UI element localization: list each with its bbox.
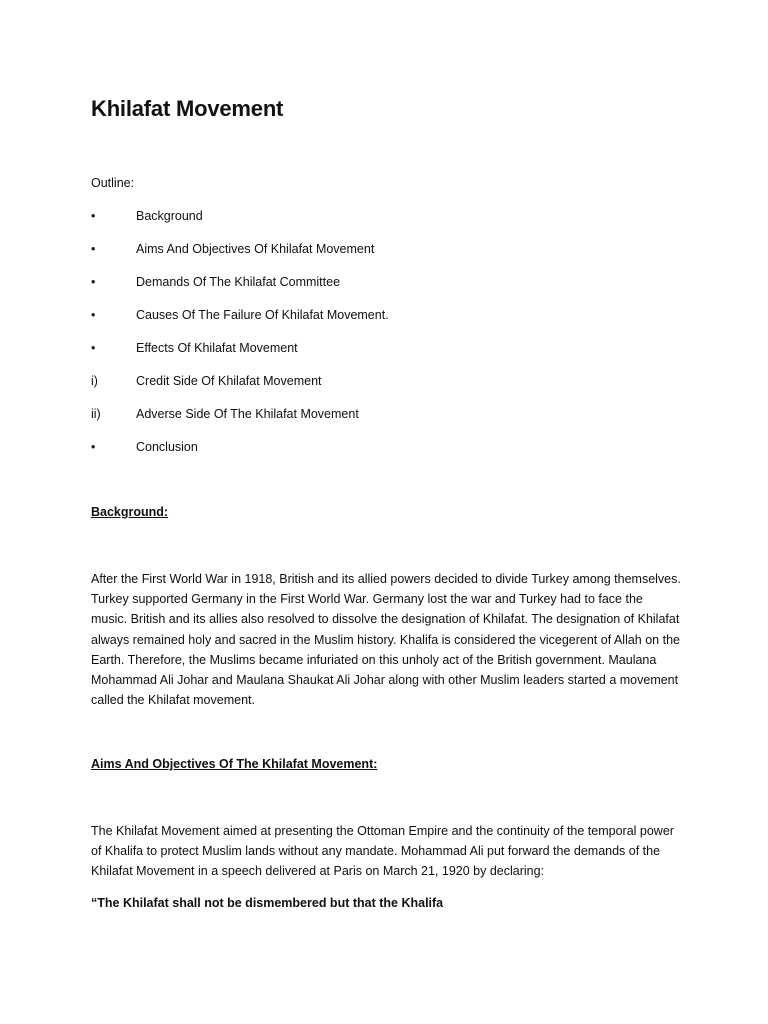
numbered-marker: i) — [91, 374, 98, 388]
numbered-marker: ii) — [91, 407, 101, 421]
outline-item-text: Causes Of The Failure Of Khilafat Movement. — [136, 308, 389, 322]
outline-item-text: Aims And Objectives Of Khilafat Movement — [136, 242, 375, 256]
background-heading: Background: — [91, 505, 169, 519]
bullet-marker: • — [91, 209, 96, 223]
quote-text: “The Khilafat shall not be dismembered but that the Khalifa — [91, 896, 444, 910]
background-paragraph: After the First World War in 1918, British and its allied powers decided to divide Turkey among themselves. Turkey supported Germany in the First World War. Germany lost the war and Turkey had to face the music. British and its allies also resolved to dissolve the designation of Khilafat. The designation of Khilafat always remained holy and sacred in the Muslim history. Khalifa is considered the vicegerent of Allah on the Earth. Therefore, the Muslims became infuriated on this unholy act of the British government. Maulana Mohammad Ali Johar and Maulana Shaukat Ali Johar along with other Muslim leaders started a movement called the Khilafat movement. — [91, 572, 681, 708]
outline-item-text: Demands Of The Khilafat Committee — [136, 275, 341, 289]
outline-label: Outline: — [91, 176, 135, 190]
outline-item-text: Background — [136, 209, 203, 223]
bullet-marker: • — [91, 308, 96, 322]
outline-item-text: Credit Side Of Khilafat Movement — [136, 374, 322, 388]
bullet-marker: • — [91, 341, 96, 355]
bullet-marker: • — [91, 275, 96, 289]
aims-heading: Aims And Objectives Of The Khilafat Movement: — [91, 757, 378, 771]
document-title: Khilafat Movement — [91, 96, 284, 121]
outline-item-text: Conclusion — [136, 440, 198, 454]
aims-paragraph: The Khilafat Movement aimed at presenting the Ottoman Empire and the continuity of the temporal power of Khalifa to protect Muslim lands without any mandate. Mohammad Ali put forward the demands of the Khilafat Movement in a speech delivered at Paris on March 21, 1920 by declaring: — [91, 824, 674, 879]
outline-item-text: Effects Of Khilafat Movement — [136, 341, 298, 355]
outline-item-text: Adverse Side Of The Khilafat Movement — [136, 407, 359, 421]
bullet-marker: • — [91, 440, 96, 454]
bullet-marker: • — [91, 242, 96, 256]
